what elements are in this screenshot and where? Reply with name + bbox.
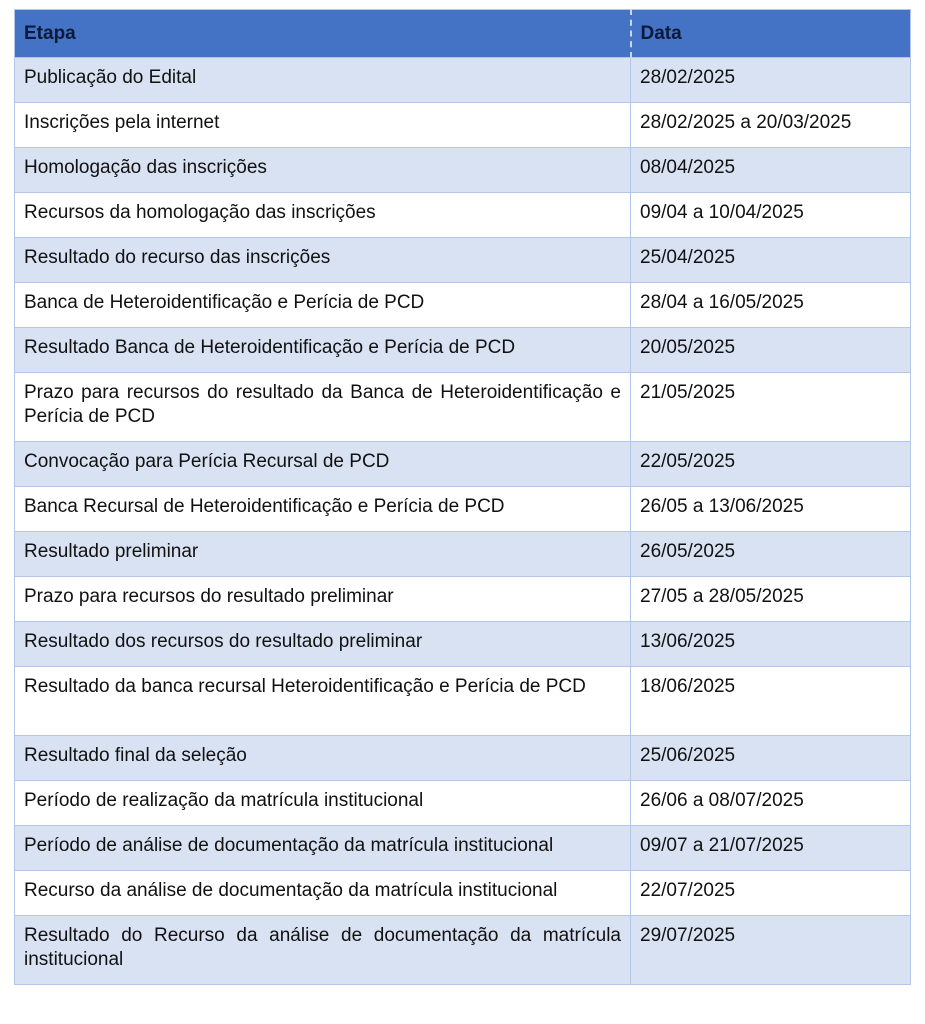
table-header-row [15,10,911,58]
data-cell: 28/04 a 16/05/2025 [631,283,911,328]
table-row [15,667,911,736]
data-cell: 27/05 a 28/05/2025 [631,577,911,622]
etapa-cell: Resultado preliminar [15,532,631,577]
table-row [15,103,911,148]
table-row [15,871,911,916]
etapa-cell: Prazo para recursos do resultado preliminar [15,577,631,622]
etapa-cell: Resultado do Recurso da análise de documentação da matrícula institucional [15,916,631,985]
table-row [15,283,911,328]
data-cell: 26/05/2025 [631,532,911,577]
etapa-cell: Resultado dos recursos do resultado preliminar [15,622,631,667]
table-row [15,577,911,622]
data-cell: 26/06 a 08/07/2025 [631,781,911,826]
data-cell: 26/05 a 13/06/2025 [631,487,911,532]
table-row [15,781,911,826]
etapa-cell: Inscrições pela internet [15,103,631,148]
table-row [15,148,911,193]
table-row [15,328,911,373]
data-cell: 08/04/2025 [631,148,911,193]
data-cell: 18/06/2025 [631,667,911,736]
etapa-cell: Publicação do Edital [15,58,631,103]
data-cell: 09/04 a 10/04/2025 [631,193,911,238]
etapa-cell: Prazo para recursos do resultado da Banca de Heteroidentificação e Perícia de PCD [15,373,631,442]
table-row [15,487,911,532]
data-cell: 22/05/2025 [631,442,911,487]
table-row [15,238,911,283]
schedule-table-container [14,9,910,985]
etapa-cell: Banca de Heteroidentificação e Perícia de PCD [15,283,631,328]
etapa-cell: Homologação das inscrições [15,148,631,193]
etapa-cell: Resultado Banca de Heteroidentificação e Perícia de PCD [15,328,631,373]
table-row [15,373,911,442]
table-row [15,58,911,103]
data-cell: 28/02/2025 a 20/03/2025 [631,103,911,148]
etapa-cell: Banca Recursal de Heteroidentificação e Perícia de PCD [15,487,631,532]
data-cell: 25/04/2025 [631,238,911,283]
data-cell: 22/07/2025 [631,871,911,916]
etapa-cell: Resultado do recurso das inscrições [15,238,631,283]
data-cell: 09/07 a 21/07/2025 [631,826,911,871]
header-etapa: Etapa [15,10,631,58]
data-cell: 28/02/2025 [631,58,911,103]
etapa-cell: Período de realização da matrícula institucional [15,781,631,826]
table-row [15,442,911,487]
header-data: Data [631,10,911,58]
data-cell: 21/05/2025 [631,373,911,442]
data-cell: 13/06/2025 [631,622,911,667]
etapa-cell: Resultado da banca recursal Heteroidentificação e Perícia de PCD [15,667,631,736]
etapa-cell: Período de análise de documentação da matrícula institucional [15,826,631,871]
table-row [15,193,911,238]
table-row [15,826,911,871]
schedule-table [14,9,911,985]
etapa-cell: Recursos da homologação das inscrições [15,193,631,238]
table-row [15,736,911,781]
table-row [15,622,911,667]
data-cell: 20/05/2025 [631,328,911,373]
table-row [15,916,911,985]
etapa-cell: Resultado final da seleção [15,736,631,781]
data-cell: 25/06/2025 [631,736,911,781]
data-cell: 29/07/2025 [631,916,911,985]
etapa-cell: Recurso da análise de documentação da matrícula institucional [15,871,631,916]
table-row [15,532,911,577]
etapa-cell: Convocação para Perícia Recursal de PCD [15,442,631,487]
